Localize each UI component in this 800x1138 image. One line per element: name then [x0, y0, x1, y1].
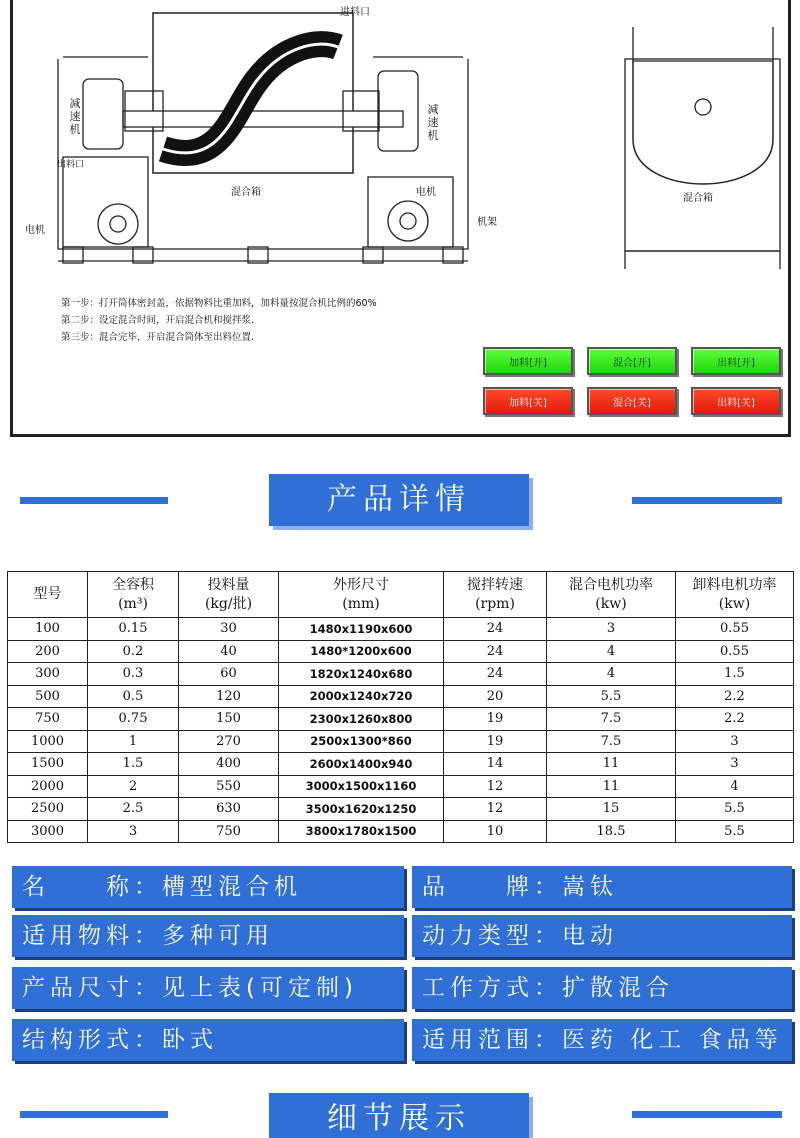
table-row: [8, 753, 794, 776]
feed-off-button[interactable]: 加料[关]: [483, 387, 573, 415]
table-row: [8, 798, 794, 821]
info-size: 产品尺寸：见上表(可定制): [12, 967, 404, 1009]
table-cell: 750: [8, 708, 88, 731]
info-material: 适用物料：多种可用: [12, 915, 404, 957]
table-cell: 270: [179, 730, 279, 753]
header-speed: 搅拌转速 (rpm): [444, 572, 547, 618]
table-cell: 1: [88, 730, 179, 753]
step-2: 第二步：设定混合时间，开启混合机和搅拌浆.: [61, 315, 255, 326]
feed-inlet-label: 进料口: [340, 7, 370, 18]
table-cell: 4: [547, 640, 676, 663]
info-structure: 结构形式：卧式: [12, 1019, 404, 1061]
table-cell: 12: [444, 775, 547, 798]
table-cell: 3: [547, 618, 676, 641]
table-cell: 19: [444, 730, 547, 753]
discharge-off-button[interactable]: 出料[关]: [691, 387, 781, 415]
step-3: 第三步：混合完毕，开启混合筒体至出料位置.: [61, 332, 255, 343]
header-discharge-motor: 卸料电机功率 (kw): [676, 572, 794, 618]
discharge-on-button[interactable]: 出料[开]: [691, 347, 781, 375]
table-cell: 20: [444, 685, 547, 708]
feed-on-button[interactable]: 加料[开]: [483, 347, 573, 375]
table-cell: 100: [8, 618, 88, 641]
table-cell: 19: [444, 708, 547, 731]
table-cell: 24: [444, 663, 547, 686]
table-cell: 5.5: [547, 685, 676, 708]
table-cell: 3000: [8, 820, 88, 843]
table-cell: 2600x1400x940: [279, 753, 444, 776]
table-cell: 10: [444, 820, 547, 843]
table-cell: 0.75: [88, 708, 179, 731]
product-details-title: 产品详情: [269, 474, 529, 526]
mixing-box-side-label: 混合箱: [683, 193, 713, 204]
table-cell: 1480x1190x600: [279, 618, 444, 641]
motor-left-label: 电机: [25, 225, 45, 236]
table-cell: 500: [8, 685, 88, 708]
table-cell: 7.5: [547, 708, 676, 731]
motor-right-label: 电机: [416, 187, 436, 198]
table-cell: 3: [88, 820, 179, 843]
info-application: 适用范围：医药 化工 食品等: [412, 1019, 792, 1061]
table-cell: 11: [547, 775, 676, 798]
table-cell: 1480*1200x600: [279, 640, 444, 663]
table-cell: 2000: [8, 775, 88, 798]
header-volume: 全容积 (m³): [88, 572, 179, 618]
header-dimensions: 外形尺寸 (mm): [279, 572, 444, 618]
reducer-right-label: 减速机: [427, 103, 439, 142]
table-cell: 630: [179, 798, 279, 821]
table-cell: 1.5: [676, 663, 794, 686]
table-row: [8, 640, 794, 663]
table-cell: 60: [179, 663, 279, 686]
spec-table: [7, 571, 794, 843]
table-cell: 2.2: [676, 708, 794, 731]
table-cell: 2500x1300*860: [279, 730, 444, 753]
table-cell: 1.5: [88, 753, 179, 776]
table-cell: 2.5: [88, 798, 179, 821]
table-cell: 2000x1240x720: [279, 685, 444, 708]
section-divider-right: [632, 497, 782, 504]
table-cell: 1500: [8, 753, 88, 776]
table-cell: 24: [444, 618, 547, 641]
table-cell: 5.5: [676, 820, 794, 843]
table-cell: 0.5: [88, 685, 179, 708]
table-row: [8, 775, 794, 798]
table-cell: 2500: [8, 798, 88, 821]
table-row: [8, 730, 794, 753]
table-row: [8, 618, 794, 641]
table-cell: 2: [88, 775, 179, 798]
table-cell: 300: [8, 663, 88, 686]
table-cell: 12: [444, 798, 547, 821]
table-cell: 120: [179, 685, 279, 708]
table-cell: 0.3: [88, 663, 179, 686]
table-cell: 30: [179, 618, 279, 641]
table-cell: 14: [444, 753, 547, 776]
table-cell: 24: [444, 640, 547, 663]
operation-steps: [61, 295, 377, 346]
section-divider-left: [20, 497, 168, 504]
info-power-type: 动力类型：电动: [412, 915, 792, 957]
table-cell: 18.5: [547, 820, 676, 843]
table-cell: 3: [676, 753, 794, 776]
mix-off-button[interactable]: 混合[关]: [587, 387, 677, 415]
machine-diagram-panel: [10, 0, 791, 437]
table-cell: 0.55: [676, 640, 794, 663]
table-row: [8, 708, 794, 731]
outlet-label: 出料口: [57, 160, 85, 170]
header-mix-motor: 混合电机功率 (kw): [547, 572, 676, 618]
table-cell: 15: [547, 798, 676, 821]
table-row: [8, 663, 794, 686]
table-cell: 400: [179, 753, 279, 776]
table-cell: 11: [547, 753, 676, 776]
info-brand: 品 牌：嵩钛: [412, 866, 792, 908]
section-divider-left-2: [20, 1111, 168, 1118]
detail-display-title: 细节展示: [269, 1093, 529, 1138]
table-cell: 3000x1500x1160: [279, 775, 444, 798]
table-cell: 200: [8, 640, 88, 663]
table-cell: 40: [179, 640, 279, 663]
table-cell: 5.5: [676, 798, 794, 821]
mixing-box-front-label: 混合箱: [231, 187, 261, 198]
table-cell: 750: [179, 820, 279, 843]
frame-label: 机架: [477, 217, 497, 228]
table-cell: 2.2: [676, 685, 794, 708]
table-row: [8, 685, 794, 708]
info-working-mode: 工作方式：扩散混合: [412, 967, 792, 1009]
table-cell: 3: [676, 730, 794, 753]
table-cell: 3500x1620x1250: [279, 798, 444, 821]
table-cell: 4: [547, 663, 676, 686]
section-divider-right-2: [632, 1111, 782, 1118]
header-model: 型号: [8, 572, 88, 618]
header-load: 投料量 (kg/批): [179, 572, 279, 618]
mix-on-button[interactable]: 混合[开]: [587, 347, 677, 375]
spec-table-header: [8, 572, 794, 618]
info-name: 名 称：槽型混合机: [12, 866, 404, 908]
table-cell: 150: [179, 708, 279, 731]
table-cell: 2300x1260x800: [279, 708, 444, 731]
table-cell: 0.15: [88, 618, 179, 641]
reducer-left-label: 减速机: [69, 97, 81, 136]
table-cell: 0.55: [676, 618, 794, 641]
table-cell: 4: [676, 775, 794, 798]
table-cell: 3800x1780x1500: [279, 820, 444, 843]
table-cell: 1820x1240x680: [279, 663, 444, 686]
table-cell: 1000: [8, 730, 88, 753]
step-1: 第一步：打开筒体密封盖，依据物料比重加料，加料量按混合机比例的60%: [61, 298, 377, 309]
table-cell: 0.2: [88, 640, 179, 663]
table-cell: 7.5: [547, 730, 676, 753]
table-cell: 550: [179, 775, 279, 798]
table-row: [8, 820, 794, 843]
